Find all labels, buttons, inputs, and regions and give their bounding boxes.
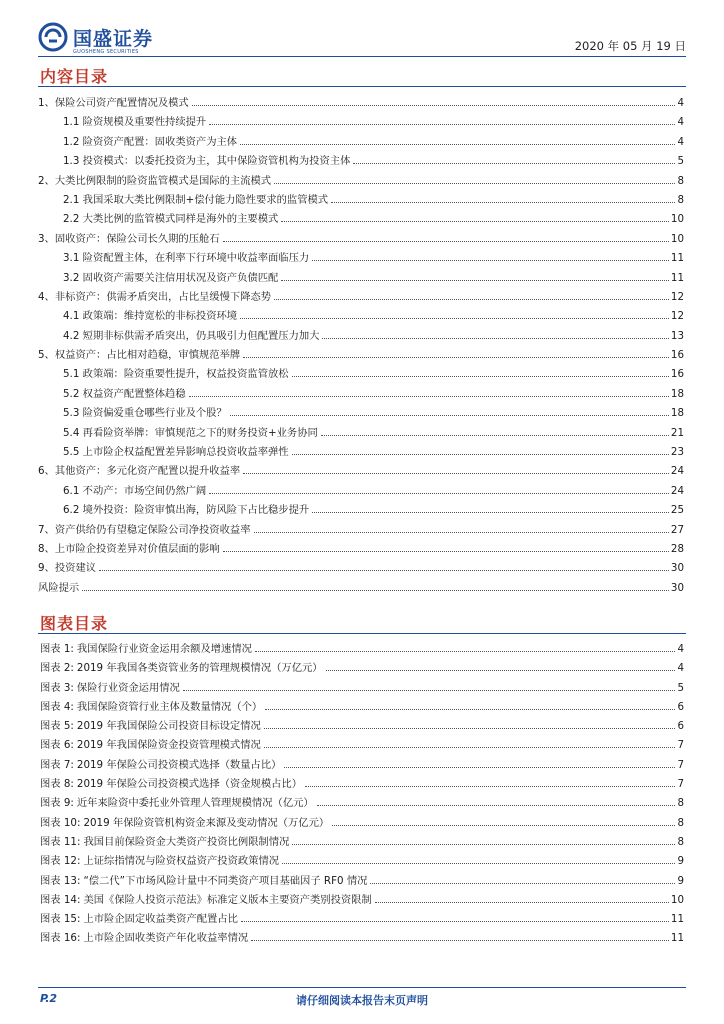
figure-entry[interactable] — [40, 929, 684, 948]
toc-entry[interactable] — [38, 230, 684, 249]
figure-entry-label: 图表 15: — [40, 913, 81, 926]
figure-entry-page: 8 — [677, 816, 684, 829]
figure-entry[interactable] — [40, 794, 684, 813]
toc-entry[interactable] — [38, 210, 684, 229]
figure-entry[interactable] — [40, 833, 684, 852]
figure-entry-label: 图表 5: — [40, 720, 74, 733]
figure-entry-page: 7 — [677, 778, 684, 791]
figure-entry-title: 我国目前保险资金大类资产投资比例限制情况 — [83, 835, 290, 848]
toc-leader-dots — [243, 357, 669, 358]
toc-entry[interactable] — [38, 307, 684, 326]
toc-entry-page: 10 — [670, 213, 684, 226]
toc-leader-dots — [274, 183, 675, 184]
toc-leader-dots — [331, 202, 675, 203]
toc-leader-dots — [281, 280, 669, 281]
toc-entry[interactable] — [38, 94, 684, 113]
toc-leader-dots — [99, 570, 669, 571]
figure-entry-title: “偿二代”下市场风险计量中不同类资产项目基础因子 RF0 情况 — [83, 874, 368, 887]
figure-entry-label: 图表 14: — [40, 893, 81, 906]
contents-list — [38, 94, 684, 598]
figure-leader-dots — [241, 921, 669, 922]
figures-list — [40, 640, 684, 949]
toc-entry-page: 25 — [670, 504, 684, 517]
page-number: P.2 — [40, 992, 58, 1005]
figure-entry-label: 图表 4: — [40, 700, 74, 713]
toc-entry-page: 28 — [670, 542, 684, 555]
figure-entry-label: 图表 6: — [40, 739, 74, 752]
toc-entry-page: 18 — [670, 387, 684, 400]
toc-entry[interactable] — [38, 152, 684, 171]
toc-entry-page: 23 — [670, 446, 684, 459]
toc-entry[interactable] — [38, 559, 684, 578]
toc-entry[interactable] — [38, 501, 684, 520]
toc-leader-dots — [353, 163, 675, 164]
figure-entry[interactable] — [40, 698, 684, 717]
figure-entry[interactable] — [40, 756, 684, 775]
toc-entry[interactable] — [38, 579, 684, 598]
figure-entry-page: 8 — [677, 797, 684, 810]
figure-leader-dots — [255, 651, 676, 652]
toc-entry-title: 风险提示 — [38, 581, 80, 594]
toc-entry[interactable] — [38, 288, 684, 307]
toc-entry-page: 8 — [677, 193, 684, 206]
toc-entry-title: 1.3 投资模式：以委托投资为主，其中保险资管机构为投资主体 — [63, 155, 351, 168]
toc-entry-page: 12 — [670, 290, 684, 303]
figure-entry-label: 图表 9: — [40, 797, 74, 810]
toc-entry-title: 3、固收资产：保险公司长久期的压舱石 — [38, 232, 220, 245]
toc-leader-dots — [281, 221, 669, 222]
toc-leader-dots — [312, 260, 669, 261]
figure-leader-dots — [292, 844, 675, 845]
toc-entry[interactable] — [38, 191, 684, 210]
toc-leader-dots — [240, 318, 669, 319]
figure-entry[interactable] — [40, 891, 684, 910]
toc-entry[interactable] — [38, 249, 684, 268]
toc-leader-dots — [223, 551, 669, 552]
toc-entry-page: 4 — [677, 116, 684, 129]
figure-entry-page: 4 — [677, 662, 684, 675]
figure-entry-title: 近年来险资中委托业外管理人管理规模情况（亿元） — [76, 797, 314, 810]
figure-leader-dots — [284, 767, 675, 768]
toc-entry[interactable] — [38, 540, 684, 559]
toc-leader-dots — [292, 454, 669, 455]
toc-entry-page: 11 — [670, 271, 684, 284]
figure-entry-title: 我国保险行业资金运用余额及增速情况 — [76, 643, 252, 655]
toc-entry[interactable] — [38, 172, 684, 191]
toc-entry-page: 5 — [677, 155, 684, 168]
figure-entry-page: 9 — [677, 874, 684, 887]
figure-leader-dots — [265, 709, 675, 710]
figure-entry-title: 上市险企固定收益类资产配置占比 — [83, 913, 238, 926]
toc-leader-dots — [209, 493, 669, 494]
figure-entry[interactable] — [40, 659, 684, 678]
toc-leader-dots — [189, 396, 669, 397]
figure-leader-dots — [264, 728, 676, 729]
brand-name: 国盛证券 — [73, 27, 154, 50]
toc-entry-title: 5.1 政策端：险资重要性提升，权益投资监管放松 — [63, 368, 289, 381]
figure-entry-page: 11 — [670, 932, 684, 945]
toc-entry-title: 5.3 险资偏爱重仓哪些行业及个股？ — [63, 407, 227, 420]
figure-entry-title: 2019 年保险公司投资模式选择（数量占比） — [76, 758, 282, 771]
figure-entry-page: 10 — [670, 893, 684, 906]
toc-entry-title: 3.1 险资配置主体，在利率下行环境中收益率面临压力 — [63, 252, 310, 265]
toc-entry-title: 7、资产供给仍有望稳定保险公司净投资收益率 — [38, 523, 251, 536]
toc-leader-dots — [82, 590, 669, 591]
figure-entry-title: 2019 年我国保险资金投资管理模式情况 — [76, 739, 261, 752]
toc-entry[interactable] — [38, 424, 684, 443]
figures-title: 图表目录 — [40, 614, 109, 633]
toc-leader-dots — [292, 376, 669, 377]
toc-entry[interactable] — [38, 404, 684, 423]
toc-entry-page: 27 — [670, 523, 684, 536]
toc-entry[interactable] — [38, 346, 684, 365]
figure-leader-dots — [317, 805, 676, 806]
toc-leader-dots — [254, 532, 669, 533]
toc-leader-dots — [240, 144, 675, 145]
figure-leader-dots — [282, 863, 675, 864]
figure-entry-label: 图表 12: — [40, 855, 81, 868]
toc-entry-page: 11 — [670, 252, 684, 265]
figure-entry-label: 图表 13: — [40, 874, 81, 887]
figure-entry-page: 7 — [677, 758, 684, 771]
figure-entry[interactable] — [40, 640, 684, 659]
toc-entry-page: 8 — [677, 174, 684, 187]
figure-entry-page: 8 — [677, 835, 684, 848]
figure-leader-dots — [305, 786, 675, 787]
toc-entry-page: 12 — [670, 310, 684, 323]
figure-entry-title: 2019 年我国各类资管业务的管理规模情况（万亿元） — [76, 662, 323, 675]
toc-leader-dots — [274, 299, 669, 300]
figure-entry[interactable] — [40, 775, 684, 794]
toc-entry[interactable] — [38, 133, 684, 152]
toc-entry-title: 2.2 大类比例的监管模式同样是海外的主要模式 — [63, 213, 279, 226]
report-date: 2020 年 05 月 19 日 — [574, 39, 686, 53]
toc-entry[interactable] — [38, 327, 684, 346]
toc-entry-title: 2.1 我国采取大类比例限制+偿付能力隐性要求的监管模式 — [63, 193, 329, 206]
figure-entry-page: 6 — [677, 720, 684, 733]
toc-entry-title: 4、非标资产：供需矛盾突出，占比呈缓慢下降态势 — [38, 290, 272, 303]
figure-entry-label: 图表 8: — [40, 778, 74, 791]
toc-entry-page: 30 — [670, 581, 684, 594]
figure-leader-dots — [251, 940, 669, 941]
toc-entry-page: 4 — [677, 135, 684, 148]
figure-leader-dots — [370, 883, 675, 884]
contents-title-divider — [38, 86, 686, 87]
toc-entry-title: 1、保险公司资产配置情况及模式 — [38, 97, 189, 109]
toc-entry-title: 5.2 权益资产配置整体趋稳 — [63, 387, 186, 400]
toc-leader-dots — [322, 338, 668, 339]
toc-entry-title: 3.2 固收资产需要关注信用状况及资产负债匹配 — [63, 271, 279, 284]
toc-entry-title: 4.2 短期非标供需矛盾突出，仍具吸引力但配置压力加大 — [63, 329, 320, 342]
figure-entry-page: 7 — [677, 739, 684, 752]
toc-entry-title: 6.1 不动产：市场空间仍然广阔 — [63, 484, 207, 497]
toc-entry-title: 6.2 境外投资：险资审慎出海，防风险下占比稳步提升 — [63, 504, 310, 517]
figure-entry-label: 图表 11: — [40, 835, 81, 848]
figure-entry-page: 6 — [677, 700, 684, 713]
toc-entry-page: 4 — [677, 97, 684, 109]
toc-entry-title: 1.2 险资资产配置：固收类资产为主体 — [63, 135, 238, 148]
toc-leader-dots — [321, 435, 669, 436]
figure-entry-page: 11 — [670, 913, 684, 926]
toc-entry-title: 5.5 上市险企权益配置差异影响总投资收益率弹性 — [63, 446, 289, 459]
toc-entry-title: 5、权益资产：占比相对趋稳，审慎规范举牌 — [38, 349, 241, 362]
footer-divider — [38, 987, 686, 988]
toc-leader-dots — [223, 241, 669, 242]
figure-entry-title: 我国保险资管行业主体及数量情况（个） — [76, 700, 263, 713]
toc-entry-page: 24 — [670, 465, 684, 478]
figure-entry[interactable] — [40, 910, 684, 929]
figure-entry-title: 美国《保险人投资示范法》标准定义版本主要资产类别投资限制 — [83, 893, 372, 906]
toc-entry[interactable] — [38, 113, 684, 132]
figure-entry-label: 图表 16: — [40, 932, 81, 945]
toc-entry[interactable] — [38, 385, 684, 404]
figure-entry[interactable] — [40, 736, 684, 755]
figure-entry-page: 5 — [677, 681, 684, 694]
toc-entry-title: 6、其他资产：多元化资产配置以提升收益率 — [38, 465, 241, 478]
figure-entry-title: 2019 年我国保险公司投资目标设定情况 — [76, 720, 261, 733]
toc-entry-page: 24 — [670, 484, 684, 497]
toc-entry-page: 30 — [670, 562, 684, 575]
toc-entry-page: 18 — [670, 407, 684, 420]
toc-entry-page: 13 — [670, 329, 684, 342]
toc-entry-page: 21 — [670, 426, 684, 439]
figure-entry[interactable] — [40, 679, 684, 698]
toc-leader-dots — [192, 105, 676, 106]
toc-leader-dots — [209, 124, 675, 125]
toc-entry-title: 2、大类比例限制的险资监管模式是国际的主流模式 — [38, 174, 272, 187]
figure-entry[interactable] — [40, 717, 684, 736]
toc-entry-page: 16 — [670, 368, 684, 381]
figure-leader-dots — [326, 670, 676, 671]
toc-entry-title: 9、投资建议 — [38, 562, 97, 575]
figure-entry-title: 2019 年保险公司投资模式选择（资金规模占比） — [76, 778, 303, 791]
figure-entry[interactable] — [40, 814, 684, 833]
figure-entry-label: 图表 10: — [40, 816, 81, 829]
toc-entry-title: 8、上市险企投资差异对价值层面的影响 — [38, 542, 220, 555]
figure-entry-label: 图表 3: — [40, 681, 74, 694]
figures-title-divider — [38, 633, 686, 634]
toc-entry-title: 4.1 政策端：维持宽松的非标投资环境 — [63, 310, 238, 323]
header-divider — [38, 56, 686, 57]
toc-entry[interactable] — [38, 462, 684, 481]
footer-disclaimer: 请仔细阅读本报告末页声明 — [296, 994, 428, 1007]
toc-leader-dots — [243, 473, 669, 474]
figure-entry[interactable] — [40, 872, 684, 891]
figure-leader-dots — [264, 747, 676, 748]
brand-subtitle: GUOSHENG SECURITIES — [73, 49, 139, 55]
brand-logo-icon — [38, 22, 68, 52]
toc-entry-page: 16 — [670, 349, 684, 362]
figure-entry-label: 图表 7: — [40, 758, 74, 771]
figure-entry[interactable] — [40, 852, 684, 871]
toc-entry[interactable] — [38, 269, 684, 288]
figure-entry-label: 图表 2: — [40, 662, 74, 675]
contents-title: 内容目录 — [40, 67, 109, 86]
brand-logo — [38, 22, 153, 52]
toc-leader-dots — [230, 415, 669, 416]
figure-leader-dots — [183, 690, 676, 691]
figure-leader-dots — [375, 902, 669, 903]
figure-entry-title: 保险行业资金运用情况 — [76, 681, 180, 694]
figure-entry-label: 图表 1: — [40, 643, 74, 655]
toc-entry[interactable] — [38, 521, 684, 540]
figure-entry-title: 上市险企固收类资产年化收益率情况 — [83, 932, 249, 945]
toc-entry[interactable] — [38, 443, 684, 462]
figure-entry-page: 4 — [677, 643, 684, 655]
figure-entry-page: 9 — [677, 855, 684, 868]
toc-leader-dots — [312, 512, 669, 513]
figure-entry-title: 上证综指情况与险资权益资产投资政策情况 — [83, 855, 280, 868]
figure-entry-title: 2019 年保险资管机构资金来源及变动情况（万亿元） — [83, 816, 330, 829]
toc-entry-title: 1.1 险资规模及重要性持续提升 — [63, 116, 207, 129]
toc-entry[interactable] — [38, 365, 684, 384]
figure-leader-dots — [332, 825, 675, 826]
toc-entry[interactable] — [38, 482, 684, 501]
toc-entry-page: 10 — [670, 232, 684, 245]
toc-entry-title: 5.4 再看险资举牌：审慎规范之下的财务投资+业务协同 — [63, 426, 318, 439]
